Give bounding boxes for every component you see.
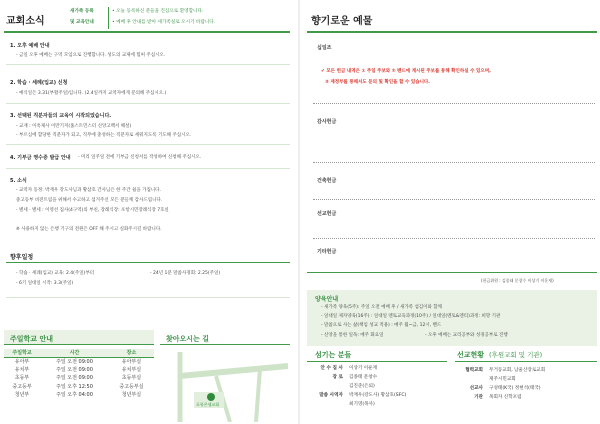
table-cell: 중고등부 [12, 383, 32, 390]
list-item [457, 385, 597, 394]
names: 박재우(강도사) 황삼호(SFC) [349, 393, 407, 398]
role-label: 말씀 사역자 [319, 393, 343, 398]
news-item-line: - 예식일은 3.31(부활주일)입니다. (2.4일까지 교역자에게 문의해 주십시오.) [16, 91, 167, 96]
note: ※ 사용하지 않는 은행 기구의 전원은 OFF 해 주시고 실화주시길 바랍니다. [16, 227, 162, 232]
church-news-page [0, 0, 293, 424]
offering-label: 십일조 [317, 45, 332, 51]
table-cell: 중고등부실 [119, 383, 144, 390]
location-pin-icon [207, 393, 215, 401]
schedule-item: - 24년 1분 말씀사경회: 2.25(주일) [150, 271, 221, 276]
offering-label: 선교헌금 [317, 211, 337, 217]
nurture-line: - 말씀으로 사는 삶(책임 성교 적용) : 매주 월~금, 12시, 밴드 [321, 323, 442, 328]
table-row [4, 382, 154, 390]
list-item [315, 392, 445, 401]
names: 구성태(K국) 정현석(태국) [489, 386, 541, 391]
mission-subtitle: (후원교회 및 기관) [489, 351, 543, 359]
nurture-line: - 새가족 양육(5주): 주일 오전 예배 후 / 새가족 섬김이와 함께 [321, 305, 442, 310]
mission-title: 선교현황 [457, 351, 485, 359]
offering-label: 건축헌금 [317, 178, 337, 184]
news-item-title: 2. 학습 · 세례(입교) 신청 [10, 80, 68, 86]
table-row [4, 357, 154, 365]
news-item-title: 4. 기부금 영수증 발급 안내 [10, 155, 71, 161]
names: 목회자 신학포럼 [489, 395, 522, 400]
table-row [4, 365, 154, 373]
news-item-line: - 교재 : 이옥제사 이만기저(홈스트민스터 신앙고백서 해설) [16, 124, 132, 129]
sunday-school-title: 주일학교 안내 [10, 335, 54, 343]
list-item [457, 394, 597, 403]
notice-line: ③ 재정부를 통해서도 문의 및 확인을 할 수 있습니다. [325, 80, 430, 85]
nurture-line: - 오후 예배는 교리공부와 성경공부로 진행 [425, 333, 508, 338]
list-item [315, 383, 445, 392]
table-cell: 청년부 [14, 391, 30, 398]
news-item-line: - 부르심에 합당한 직분자가 되고, 직무에 충성하는 직분자로 세워지도록 기도해 주십시오. [16, 133, 192, 138]
role-label [315, 401, 349, 410]
notice-line: ✔ 모든 헌금 내역은 ① 주일 주보와 ② 밴드에 게시된 주보를 통해 확인하실 수 있으며, [321, 69, 491, 74]
table-header-cell: 장소 [109, 349, 154, 357]
map-label: 포항온샘교회 [196, 402, 220, 407]
table-cell: 유치부 [14, 366, 30, 373]
table-header-cell: 주일학교 [4, 349, 40, 357]
nurture-line: - 일대일 제자양육(16주) : 일대일 멘토교육과정(10주) / 일대일(멘토&멘티)과정: 희망 기관 [321, 314, 501, 319]
table-row [4, 374, 154, 382]
role-label [457, 376, 489, 385]
offering-page [305, 0, 600, 424]
names: 김진준(은퇴) [349, 384, 375, 389]
names: 무거동교회, 남울산장로교회 [489, 368, 546, 373]
role-label: 장 로 [332, 375, 343, 380]
news-item-line: - 교역자 동정: 박재우 강도사님과 황삼호 간사님은 한 주간 쉼을 가집니다. [16, 188, 161, 193]
offering-label: 감사헌금 [317, 119, 337, 125]
mission-list [457, 367, 597, 403]
header-divider [108, 7, 109, 29]
servants-list [315, 365, 445, 410]
newcomer-label: 새가족 등록 [70, 9, 94, 14]
names: 최기영(목사) [349, 402, 375, 407]
edu-label: 및 교육안내 [70, 20, 94, 25]
offering-label: 기타헌금 [317, 249, 337, 255]
table-cell: 초등부 [14, 375, 30, 382]
role-label: 선교사 [469, 386, 483, 391]
sunday-school-table [4, 349, 154, 398]
servants-title: 섬기는 분들 [315, 351, 352, 359]
table-cell: 유치부실 [121, 366, 142, 373]
news-item-line: 중고등부 비전트립을 위해서 수고하고 섬겨주신 모든 분들께 감사드립니다. [16, 198, 163, 203]
edu-text: • 예배 후 안내를 받아 새가족실로 오시기 바랍니다. [112, 20, 216, 25]
map-title: 찾아오시는 길 [166, 335, 210, 343]
list-item [457, 376, 597, 385]
header-rule [4, 31, 290, 33]
list-item [457, 367, 597, 376]
table-header-cell: 시간 [40, 349, 109, 357]
list-item [315, 374, 445, 383]
page-title: 교회소식 [6, 16, 45, 27]
table-cell: 주일 오후 04:00 [56, 391, 93, 398]
page-title: 향기로운 예물 [311, 16, 373, 27]
schedule-title: 향후일정 [10, 254, 34, 261]
role-label: 협력교회 [465, 368, 483, 373]
news-item-line: - 미리 일주일 전에 기부금 신청서를 작성하여 신청해 주십시오. [78, 155, 202, 160]
schedule-item: - 학습 · 세례(입교) 교육: 2.4(주일)부터 [16, 271, 95, 276]
table-cell: 주일 오전 09:00 [56, 375, 93, 382]
role-label: 안 수 집 사 [320, 366, 343, 371]
role-label [315, 383, 349, 392]
list-item [315, 365, 445, 374]
table-cell: 주일 오전 09:00 [56, 358, 93, 365]
table-cell: 주일 오전 09:00 [56, 366, 93, 373]
list-item [315, 401, 445, 410]
table-cell: 유아부실 [121, 358, 142, 365]
nurture-title: 양육안내 [315, 296, 339, 303]
counter-note: (헌금위원 : 김종태 문창수 이상기 이운재) [481, 278, 554, 283]
schedule-item: - 6기 일대일 시작: 3.3(주일) [16, 281, 74, 286]
names: 제주시민교회 [489, 377, 516, 382]
news-item-line: - 금일 오후 예배는 구역 모임으로 진행합니다. 성도의 교제에 힘써 주십시오. [16, 53, 166, 58]
table-cell: 청년부실 [121, 391, 142, 398]
news-item-title: 1. 오후 예배 안내 [10, 43, 50, 49]
table-row [4, 390, 154, 398]
news-item-title: 5. 소식 [10, 178, 27, 184]
names: 이상기 이운재 [349, 366, 378, 371]
role-label: 기관 [474, 395, 483, 400]
news-item-title: 3. 선택된 직분자들의 교육이 시작되었습니다. [10, 113, 112, 119]
nurture-line: - 신앙을 통한 일독: 매주 화요일 [321, 333, 384, 338]
table-cell: 초등부실 [121, 375, 142, 382]
news-item-line: - 별세 · 별세 : 이영선 집사(4구역)의 부친, 장례식장: 포항시민장례식장 7호실 [16, 208, 169, 213]
table-cell: 주일 오후 12:50 [56, 383, 93, 390]
table-cell: 유아부 [14, 358, 30, 365]
location-map [160, 346, 290, 422]
newcomer-text: • 오늘 등록하신 분들을 진심으로 환영합니다. [112, 9, 204, 14]
names: 김종태 문창수 [349, 375, 378, 380]
